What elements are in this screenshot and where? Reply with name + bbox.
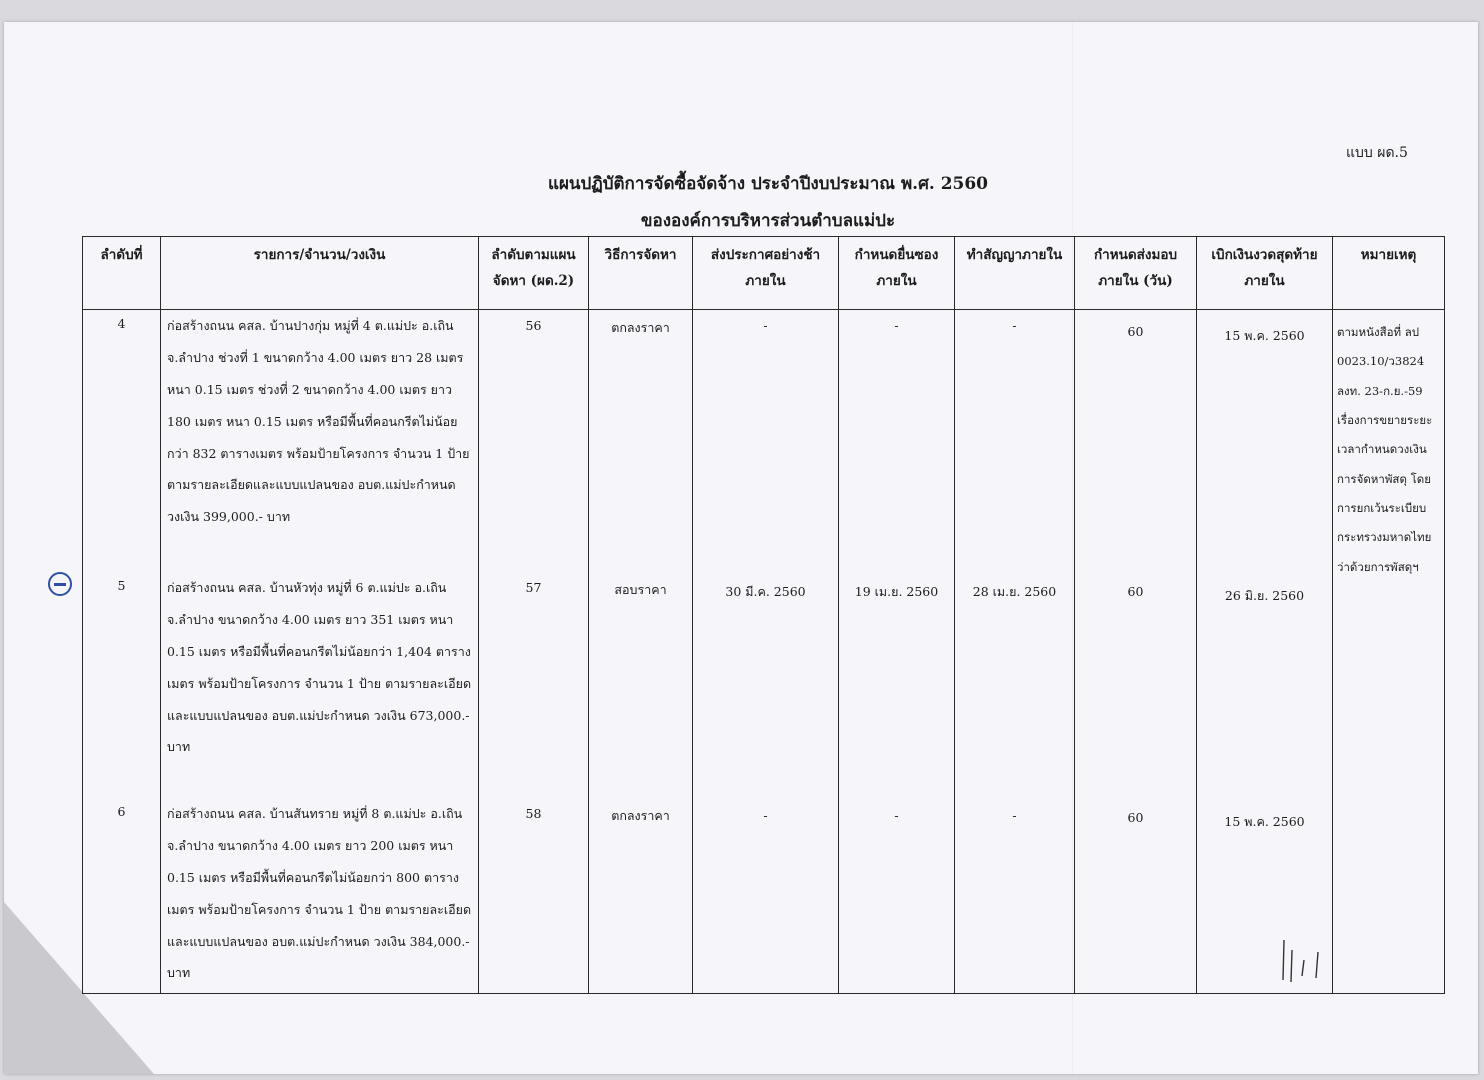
row-5-method: สอบราคา — [614, 582, 667, 597]
header-method: วิธีการจัดหา — [589, 237, 693, 310]
form-code: แบบ ผด.5 — [1346, 145, 1408, 161]
row-4-plan-order: 56 — [525, 318, 542, 333]
row-6-method: ตกลงราคา — [611, 808, 670, 823]
document-subtitle: ขององค์การบริหารส่วนตำบลแม่ปะ — [640, 211, 896, 231]
remark-text: ตามหนังสือที่ ลป 0023.10/ว3824 ลงท. 23-ก.ย.-59 เรื่องการขยายระยะเวลากำหนดวงเงินการจัดหาพัสดุ โดยการยกเว้นระเบียบกระทรวงมหาดไทยว่าด้วยการพัสดุฯ — [1337, 325, 1433, 574]
row-6-final-payment: 15 พ.ค. 2560 — [1224, 814, 1305, 829]
column-remark — [1333, 310, 1445, 994]
ink-mark — [1278, 930, 1328, 990]
column-delivery — [1075, 310, 1197, 994]
row-4-submit: - — [894, 318, 899, 333]
row-4-method: ตกลงราคา — [611, 320, 670, 335]
column-plan-order — [479, 310, 589, 994]
document-title: แผนปฏิบัติการจัดซื้อจัดจ้าง ประจำปีงบประมาณ พ.ศ. 2560 — [547, 174, 989, 194]
row-6-no: 6 — [117, 804, 126, 819]
row-5-no: 5 — [117, 578, 126, 593]
punch-hole-mark — [48, 572, 72, 596]
procurement-table — [82, 236, 1445, 994]
table-body-row — [83, 310, 1445, 994]
header-remark: หมายเหตุ — [1333, 237, 1445, 310]
row-4-no: 4 — [117, 316, 126, 331]
row-5-contract: 28 เม.ย. 2560 — [972, 584, 1057, 599]
row-4-delivery: 60 — [1127, 324, 1144, 339]
row-6-item: ก่อสร้างถนน คสล. บ้านสันทราย หมู่ที่ 8 ต.แม่ปะ อ.เถิน จ.ลำปาง ขนาดกว้าง 4.00 เมตร ยาว 200 เมตร หนา 0.15 เมตร หรือมีพื้นที่คอนกรีตไม่น้อยกว่า 800 ตารางเมตร พร้อมป้ายโครงการ จำนวน 1 ป้าย ตามรายละเอียดและแบบแปลนของ อบต.แม่ปะกำหนด วงเงิน 384,000.- บาท — [167, 806, 472, 981]
header-delivery: กำหนดส่งมอบ ภายใน (วัน) — [1075, 237, 1197, 310]
row-6-delivery: 60 — [1127, 810, 1144, 825]
row-6-contract: - — [1012, 808, 1017, 823]
row-5-delivery: 60 — [1127, 584, 1144, 599]
row-5-final-payment: 26 มิ.ย. 2560 — [1224, 588, 1305, 603]
header-announce: ส่งประกาศอย่างช้า ภายใน — [693, 237, 839, 310]
header-item: รายการ/จำนวน/วงเงิน — [161, 237, 479, 310]
row-6-plan-order: 58 — [525, 806, 542, 821]
row-4-final-payment: 15 พ.ค. 2560 — [1224, 328, 1305, 343]
column-final-payment — [1197, 310, 1333, 994]
row-5-item: ก่อสร้างถนน คสล. บ้านหัวทุ่ง หมู่ที่ 6 ต.แม่ปะ อ.เถิน จ.ลำปาง ขนาดกว้าง 4.00 เมตร ยาว 351 เมตร หนา 0.15 เมตร หรือมีพื้นที่คอนกรีตไม่น้อยกว่า 1,404 ตารางเมตร พร้อมป้ายโครงการ จำนวน 1 ป้าย ตามรายละเอียดและแบบแปลนของ อบต.แม่ปะกำหนด วงเงิน 673,000.- บาท — [167, 580, 472, 755]
row-4-contract: - — [1012, 318, 1017, 333]
header-submit: กำหนดยื่นซอง ภายใน — [839, 237, 955, 310]
header-no: ลำดับที่ — [83, 237, 161, 310]
row-5-announce: 30 มี.ค. 2560 — [725, 584, 806, 599]
column-announce — [693, 310, 839, 994]
header-final-payment: เบิกเงินงวดสุดท้าย ภายใน — [1197, 237, 1333, 310]
column-no — [83, 310, 161, 994]
row-5-submit: 19 เม.ย. 2560 — [854, 584, 939, 599]
column-contract — [955, 310, 1075, 994]
table-header-row — [83, 237, 1445, 310]
row-5-plan-order: 57 — [525, 580, 542, 595]
column-submit — [839, 310, 955, 994]
row-4-item: ก่อสร้างถนน คสล. บ้านปางกุ่ม หมู่ที่ 4 ต.แม่ปะ อ.เถิน จ.ลำปาง ช่วงที่ 1 ขนาดกว้าง 4.00 เมตร ยาว 28 เมตร หนา 0.15 เมตร ช่วงที่ 2 ขนาดกว้าง 4.00 เมตร ยาว 180 เมตร หนา 0.15 เมตร หรือมีพื้นที่คอนกรีตไม่น้อยกว่า 832 ตารางเมตร พร้อมป้ายโครงการ จำนวน 1 ป้าย ตามรายละเอียดและแบบแปลนของ อบต.แม่ปะกำหนด วงเงิน 399,000.- บาท — [167, 318, 470, 525]
header-plan-order: ลำดับตามแผนจัดหา (ผด.2) — [479, 237, 589, 310]
column-item — [161, 310, 479, 994]
column-method — [589, 310, 693, 994]
row-4-announce: - — [763, 318, 768, 333]
row-6-announce: - — [763, 808, 768, 823]
header-contract: ทำสัญญาภายใน — [955, 237, 1075, 310]
row-6-submit: - — [894, 808, 899, 823]
